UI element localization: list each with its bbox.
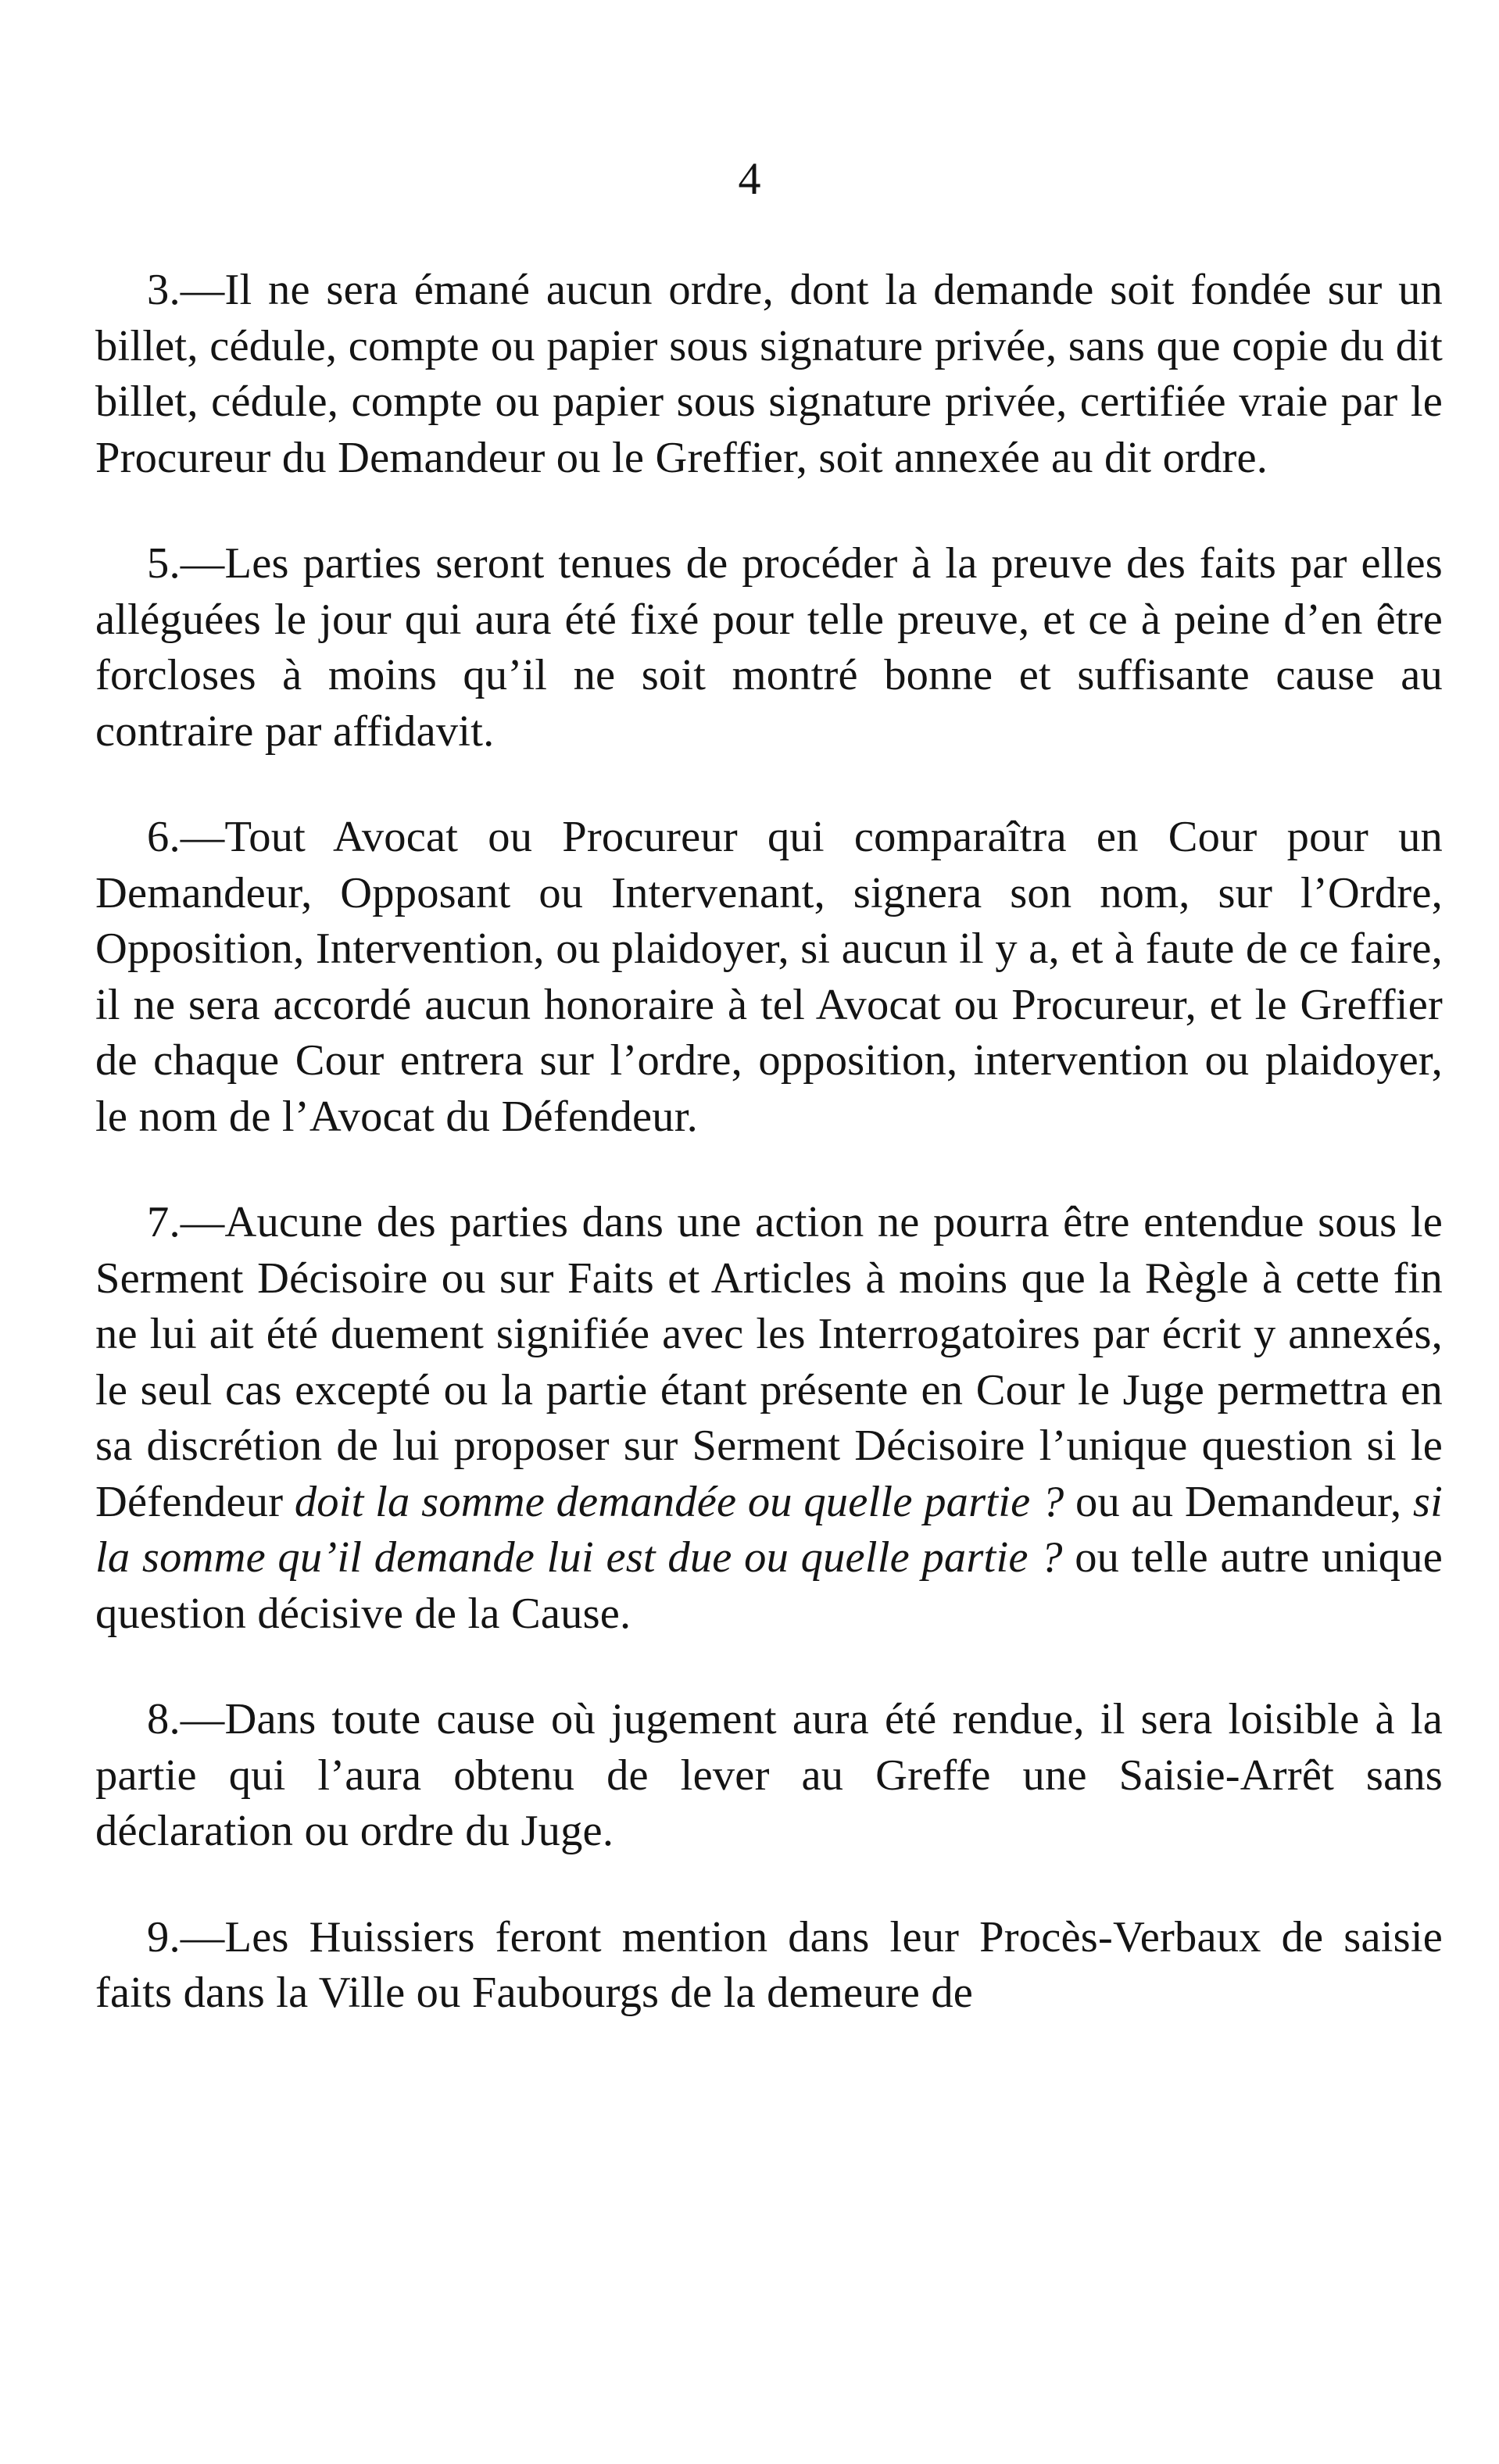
- article-number: 6.: [147, 813, 181, 861]
- article-text: —Les parties seront tenues de procéder à la preuve des faits par elles alléguées le jour qui aura été fixé pour telle preuve, et ce à peine d’en être forcloses à moins qu’il ne soit montré bonne et suffisante cause au contraire par affidavit.: [95, 539, 1443, 756]
- article-number: 8.: [147, 1695, 181, 1743]
- article-number: 5.: [147, 539, 181, 588]
- body-text: [95, 263, 1443, 2072]
- article-text: —Tout Avocat ou Procureur qui comparaîtra en Cour pour un Demandeur, Opposant ou Intervenant, signera son nom, sur l’Ordre, Opposition, Intervention, ou plaidoyer, si aucun il y a, et à faute de ce faire, il ne sera accordé aucun honoraire à tel Avocat ou Procureur, et le Greffier de chaque Cour entrera sur l’ordre, opposition, intervention ou plaidoyer, le nom de l’Avocat du Défendeur.: [95, 813, 1443, 1141]
- article-text-italic: si la somme qu’il demande lui est due ou quelle partie ?: [95, 1477, 1443, 1582]
- article-3: [95, 263, 1443, 486]
- article-5: [95, 536, 1443, 760]
- article-6: [95, 810, 1443, 1145]
- article-text: ou au Demandeur,: [1064, 1477, 1413, 1526]
- page-number: 4: [738, 153, 761, 204]
- article-8: [95, 1692, 1443, 1860]
- article-7: [95, 1195, 1443, 1642]
- article-number: 7.: [147, 1198, 181, 1246]
- article-text-italic: doit la somme demandée ou quelle partie ?: [294, 1477, 1064, 1526]
- article-number: 9.: [147, 1912, 181, 1962]
- article-number: 3.: [147, 266, 181, 314]
- article-text: ou telle autre unique question décisive de la Cause.: [95, 1533, 1443, 1638]
- article-9: [95, 1910, 1443, 2022]
- article-text: —Il ne sera émané aucun ordre, dont la demande soit fondée sur un billet, cédule, compte ou papier sous signature privée, sans que copie du dit billet, cédule, compte ou papier sous signature privée, certifiée vraie par le Procureur du Demandeur ou le Greffier, soit annexée au dit ordre.: [95, 266, 1443, 482]
- article-text: —Aucune des parties dans une action ne pourra être entendue sous le Serment Décisoire ou sur Faits et Articles à moins que la Règle à cette fin ne lui ait été duement signifiée avec les Interrogatoires par écrit y annexés, le seul cas excepté ou la partie étant présente en Cour le Juge permettra en sa discrétion de lui proposer sur Serment Décisoire l’unique question si le Défendeur: [95, 1198, 1443, 1526]
- article-text: —Dans toute cause où jugement aura été rendue, il sera loisible à la partie qui l’aura obtenu de lever au Greffe une Saisie-Arrêt sans déclaration ou ordre du Juge.: [95, 1695, 1443, 1855]
- article-text: —Les Huissiers feront mention dans leur Procès-Verbaux de saisie faits dans la Ville ou Faubourgs de la demeure de: [95, 1912, 1443, 2017]
